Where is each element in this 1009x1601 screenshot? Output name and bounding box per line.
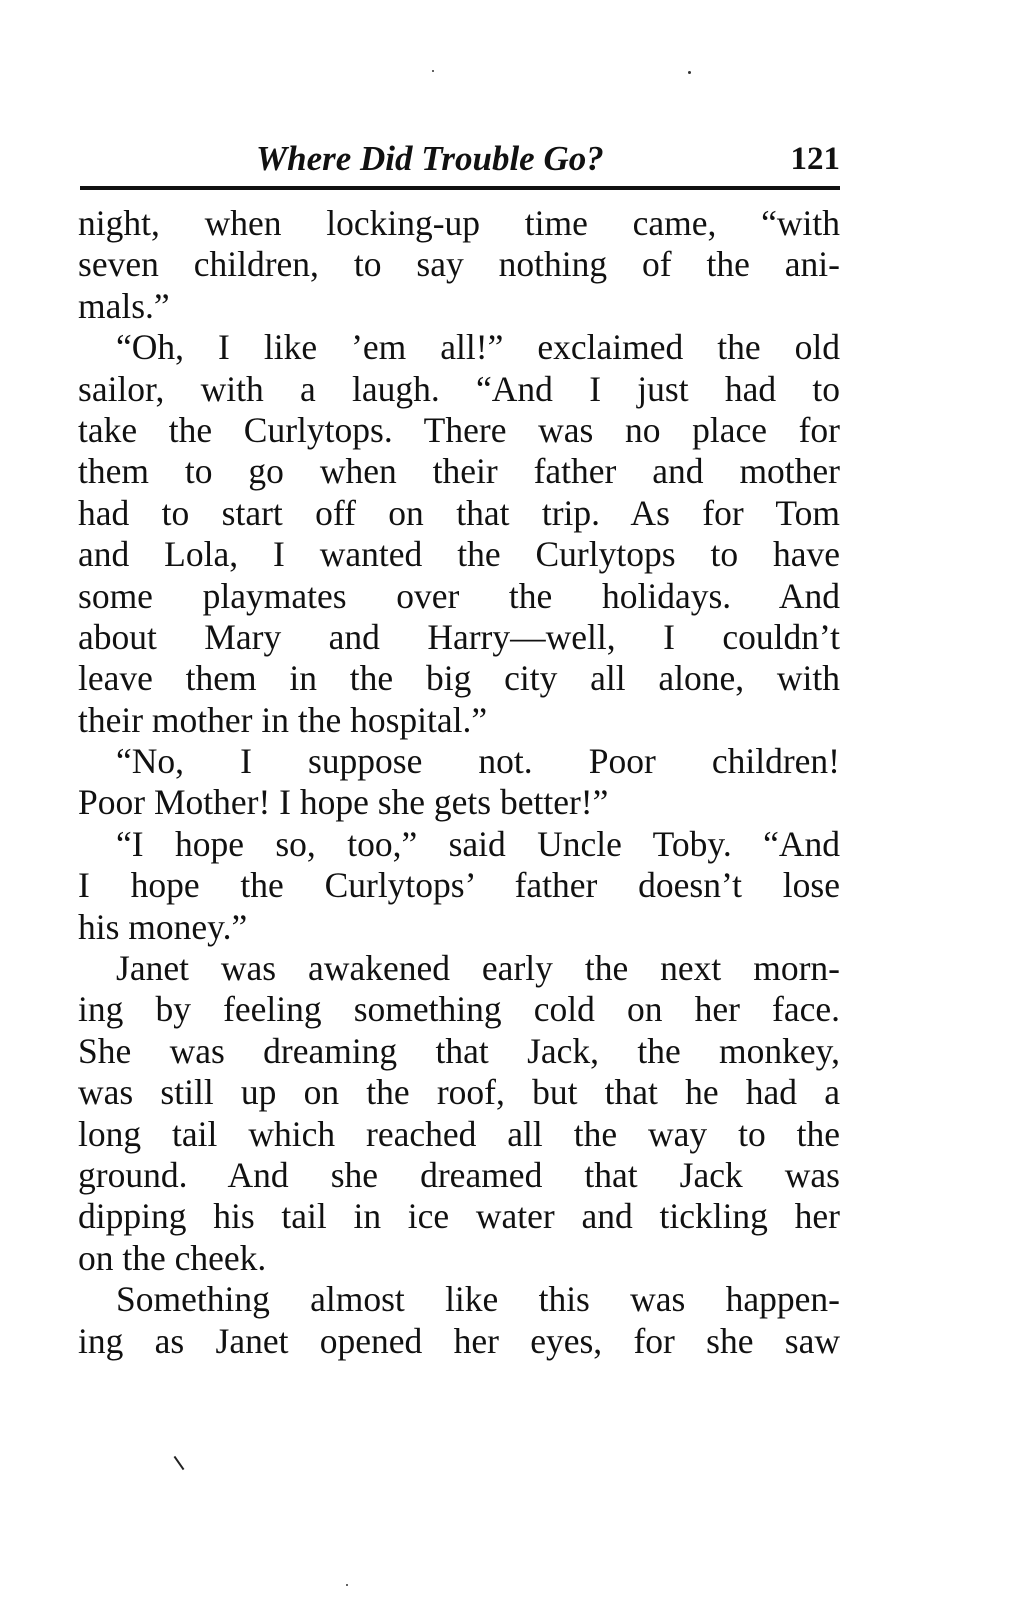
scan-speck <box>688 71 691 74</box>
text-line: leave them in the big city all alone, with <box>78 658 840 699</box>
text-line: long tail which reached all the way to the <box>78 1113 840 1154</box>
text-line: dipping his tail in ice water and tickling her <box>78 1196 840 1237</box>
text-line: sailor, with a laugh. “And I just had to <box>78 368 840 409</box>
chapter-title: Where Did Trouble Go? <box>256 139 604 178</box>
text-line: Janet was awakened early the next morn- <box>116 948 840 989</box>
text-line: “I hope so, too,” said Uncle Toby. “And <box>116 823 840 864</box>
page-number: 121 <box>790 141 840 177</box>
text-line: about Mary and Harry—well, I couldn’t <box>78 616 840 657</box>
text-line: I hope the Curlytops’ father doesn’t lose <box>78 865 840 906</box>
text-line: their mother in the hospital.” <box>78 699 488 740</box>
text-line: ing by feeling something cold on her face. <box>78 989 840 1030</box>
running-header <box>80 134 840 184</box>
scan-speck <box>346 1584 348 1586</box>
text-line: “Oh, I like ’em all!” exclaimed the old <box>116 327 840 368</box>
text-line: night, when locking-up time came, “with <box>78 203 840 243</box>
text-line: Poor Mother! I hope she gets better!” <box>78 782 609 823</box>
text-line: mals.” <box>78 285 170 326</box>
text-line: and Lola, I wanted the Curlytops to have <box>78 534 840 575</box>
text-line: on the cheek. <box>78 1237 267 1278</box>
text-line: his money.” <box>78 906 248 947</box>
text-line: was still up on the roof, but that he had a <box>78 1072 840 1113</box>
text-line: ground. And she dreamed that Jack was <box>78 1154 840 1195</box>
text-line: “No, I suppose not. Poor children! <box>116 741 840 782</box>
text-line: them to go when their father and mother <box>78 451 840 492</box>
header-rule <box>80 186 840 190</box>
text-line: take the Curlytops. There was no place for <box>78 409 840 450</box>
text-line: had to start off on that trip. As for Tom <box>78 492 840 533</box>
text-line: Something almost like this was happen- <box>116 1279 840 1320</box>
text-line: She was dreaming that Jack, the monkey, <box>78 1030 840 1071</box>
text-line: some playmates over the holidays. And <box>78 575 840 616</box>
scan-mark <box>174 1456 185 1470</box>
body-text <box>78 203 840 1362</box>
text-line: seven children, to say nothing of the ani- <box>78 244 840 285</box>
text-line: ing as Janet opened her eyes, for she saw <box>78 1320 840 1361</box>
scan-speck <box>432 70 434 72</box>
